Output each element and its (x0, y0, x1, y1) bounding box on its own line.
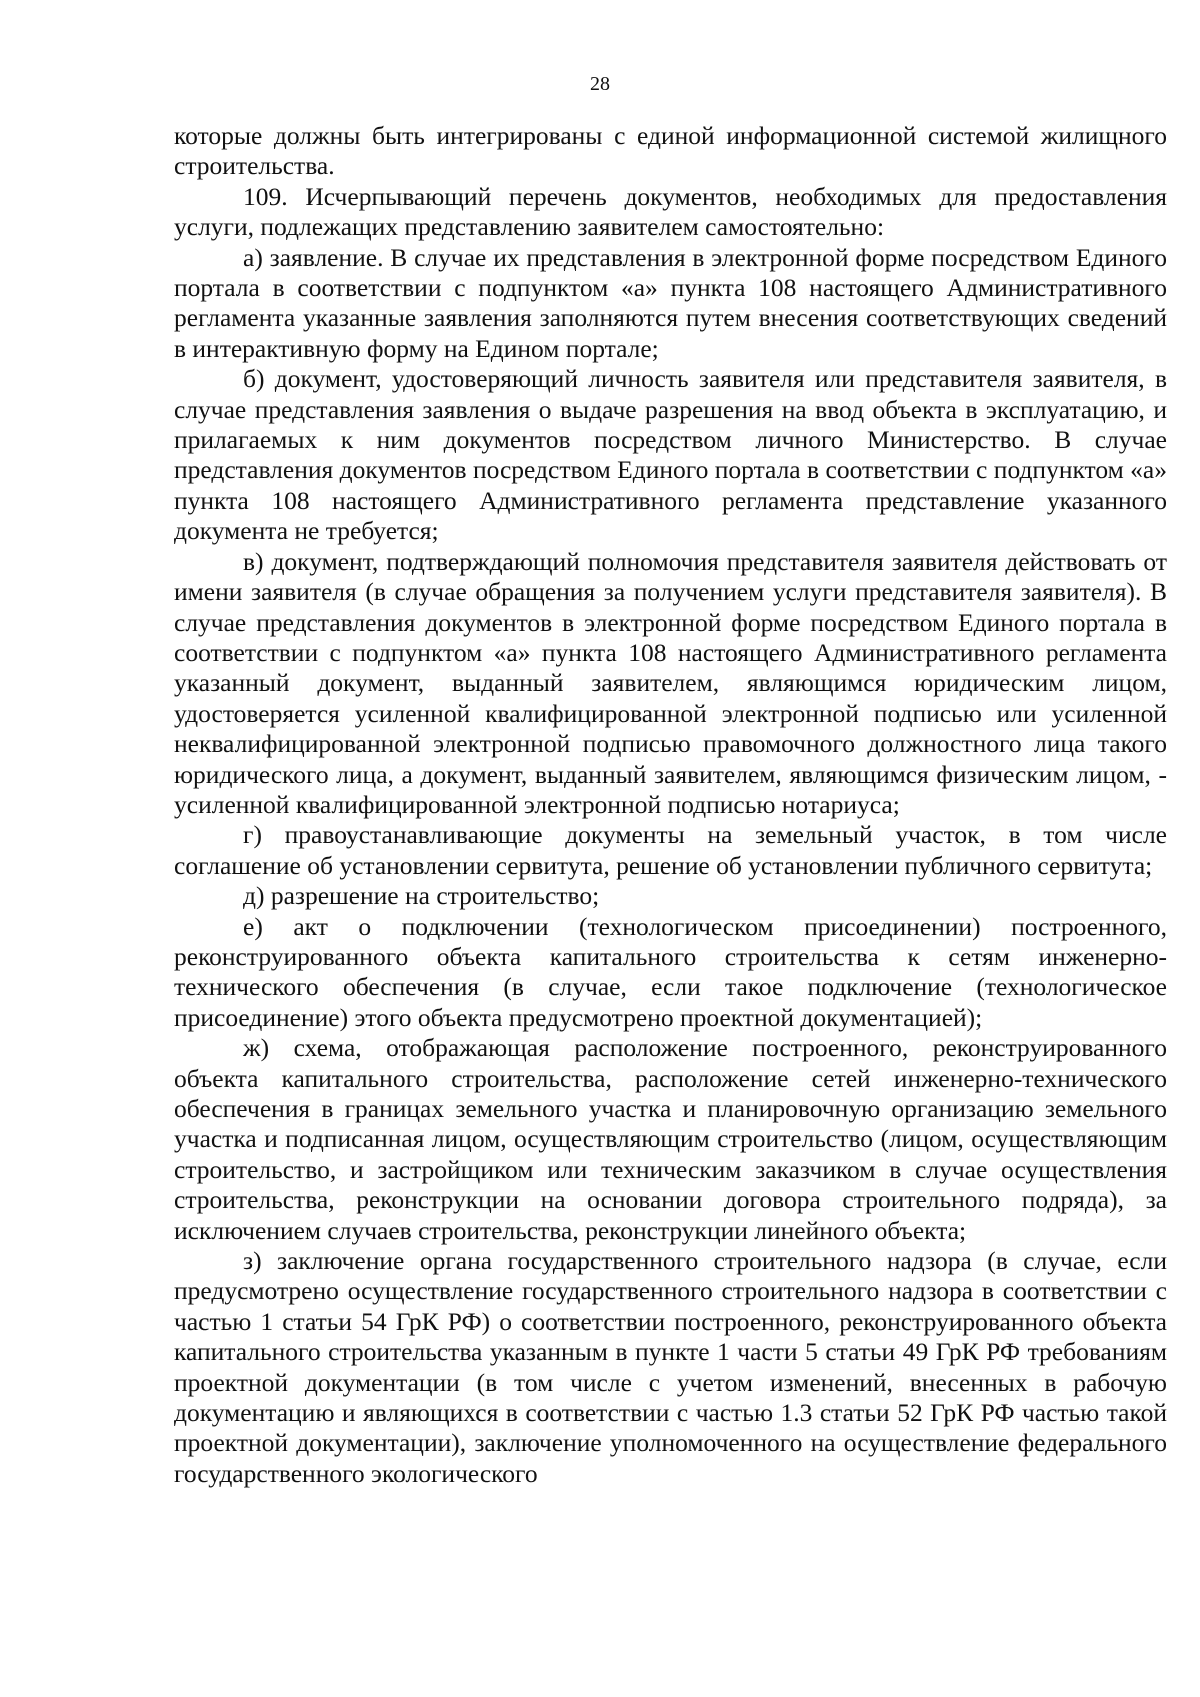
paragraph-item-b: б) документ, удостоверяющий личность заявителя или представителя заявителя, в случае представления заявления о выдаче разрешения на ввод объекта в эксплуатацию, и прилагаемых к ним документов посредством личного Министерство. В случае представления документов посредством Единого портала в соответствии с подпунктом «а» пункта 108 настоящего Административного регламента представление указанного документа не требуется; (174, 364, 1167, 546)
paragraph-item-v: в) документ, подтверждающий полномочия представителя заявителя действовать от имени заявителя (в случае обращения за получением услуги представителя заявителя). В случае представления документов в электронной форме посредством Единого портала в соответствии с подпунктом «а» пункта 108 настоящего Административного регламента указанный документ, выданный заявителем, являющимся юридическим лицом, удостоверяется усиленной квалифицированной электронной подписью или усиленной неквалифицированной электронной подписью правомочного должностного лица такого юридического лица, а документ, выданный заявителем, являющимся физическим лицом, - усиленной квалифицированной электронной подписью нотариуса; (174, 546, 1167, 819)
paragraph-continuation: которые должны быть интегрированы с единой информационной системой жилищного строительства. (174, 121, 1167, 181)
paragraph-item-e: е) акт о подключении (технологическом присоединении) построенного, реконструированного объекта капитального строительства к сетям инженерно-технического обеспечения (в случае, если такое подключение (технологическое присоединение) этого объекта предусмотрено проектной документацией); (174, 911, 1167, 1032)
page-number: 28 (590, 73, 610, 95)
paragraph-109: 109. Исчерпывающий перечень документов, необходимых для предоставления услуги, подлежащих представлению заявителем самостоятельно: (174, 181, 1167, 242)
paragraph-item-g: г) правоустанавливающие документы на земельный участок, в том числе соглашение об установлении сервитута, решение об установлении публичного сервитута; (174, 820, 1167, 880)
paragraph-item-a: а) заявление. В случае их представления в электронной форме посредством Единого портала в соответствии с подпунктом «а» пункта 108 настоящего Административного регламента указанные заявления заполняются путем внесения соответствующих сведений в интерактивную форму на Едином портале; (174, 242, 1167, 363)
paragraph-item-d: д) разрешение на строительство; (243, 881, 600, 911)
paragraph-item-zh: ж) схема, отображающая расположение построенного, реконструированного объекта капитального строительства, расположение сетей инженерно-технического обеспечения в границах земельного участка и планировочную организацию земельного участка и подписанная лицом, осуществляющим строительство (лицом, осуществляющим строительство, и застройщиком или техническим заказчиком в случае осуществления строительства, реконструкции на основании договора строительного подряда), за исключением случаев строительства, реконструкции линейного объекта; (174, 1033, 1167, 1245)
paragraph-item-z: з) заключение органа государственного строительного надзора (в случае, если предусмотрено осуществление государственного строительного надзора в соответствии с частью 1 статьи 54 ГрК РФ) о соответствии построенного, реконструированного объекта капитального строительства указанным в пункте 1 части 5 статьи 49 ГрК РФ требованиям проектной документации (в том числе с учетом изменений, внесенных в рабочую документацию и являющихся в соответствии с частью 1.3 статьи 52 ГрК РФ частью такой проектной документации), заключение уполномоченного на осуществление федерального государственного экологического (174, 1246, 1167, 1488)
document-body (174, 121, 1167, 1489)
